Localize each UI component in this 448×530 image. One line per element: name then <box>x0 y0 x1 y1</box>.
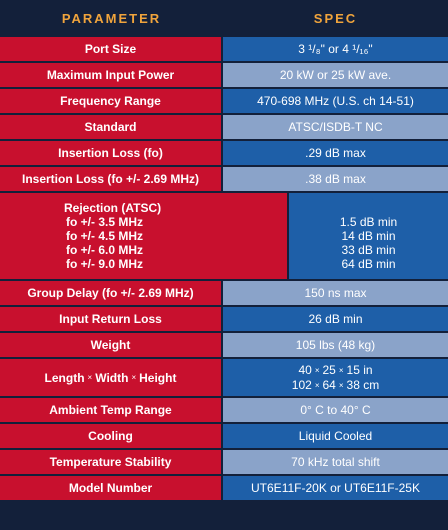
param-cell: Weight <box>0 333 221 357</box>
param-cell <box>0 193 287 279</box>
table-row-rejection <box>0 193 448 279</box>
table-row-dimensions <box>0 359 448 396</box>
table-row <box>0 37 448 61</box>
spec-line <box>292 378 379 393</box>
param-cell: Insertion Loss (fo +/- 2.69 MHz) <box>0 167 221 191</box>
param-cell: Frequency Range <box>0 89 221 113</box>
spec-cell: 105 lbs (48 kg) <box>223 333 448 357</box>
spec-cell: 150 ns max <box>223 281 448 305</box>
dim-value: 25 <box>322 362 336 377</box>
dim-value: 15 in <box>346 362 373 377</box>
param-cell: Standard <box>0 115 221 139</box>
table-row <box>0 476 448 500</box>
param-cell: Temperature Stability <box>0 450 221 474</box>
table-row <box>0 307 448 331</box>
spec-cell: 20 kW or 25 kW ave. <box>223 63 448 87</box>
spec-cell: .38 dB max <box>223 167 448 191</box>
param-cell: Cooling <box>0 424 221 448</box>
table-row <box>0 333 448 357</box>
table-row <box>0 398 448 422</box>
spec-cell: Liquid Cooled <box>223 424 448 448</box>
table-row <box>0 281 448 305</box>
param-part: Length <box>44 370 85 385</box>
param-part: Width <box>95 370 129 385</box>
spec-line: 14 dB min <box>341 229 396 243</box>
param-line: fo +/- 9.0 MHz <box>66 257 144 271</box>
table-body <box>0 37 448 530</box>
param-cell: Input Return Loss <box>0 307 221 331</box>
spec-cell: .29 dB max <box>223 141 448 165</box>
header-parameter: PARAMETER <box>61 11 162 26</box>
param-line: fo +/- 3.5 MHz <box>66 215 144 229</box>
spec-cell <box>223 359 448 396</box>
times-symbol: × <box>314 365 320 375</box>
spec-line <box>298 363 372 378</box>
param-line: fo +/- 6.0 MHz <box>66 243 144 257</box>
dim-value: 38 cm <box>346 377 380 392</box>
spec-cell: UT6E11F-20K or UT6E11F-25K <box>223 476 448 500</box>
spec-line: 64 dB min <box>341 257 396 271</box>
param-cell: Group Delay (fo +/- 2.69 MHz) <box>0 281 221 305</box>
param-part: Height <box>139 370 177 385</box>
table-row <box>0 115 448 139</box>
param-cell: Model Number <box>0 476 221 500</box>
table-row <box>0 424 448 448</box>
times-symbol: × <box>87 373 93 382</box>
spec-cell: 26 dB min <box>223 307 448 331</box>
table-row <box>0 141 448 165</box>
table-row <box>0 63 448 87</box>
header-spec: SPEC <box>313 11 358 26</box>
param-line: fo +/- 4.5 MHz <box>66 229 144 243</box>
dim-value: 40 <box>298 362 312 377</box>
spec-cell: 70 kHz total shift <box>223 450 448 474</box>
param-cell: Maximum Input Power <box>0 63 221 87</box>
times-symbol: × <box>338 380 344 390</box>
param-cell: Insertion Loss (fo) <box>0 141 221 165</box>
times-symbol: × <box>131 373 137 382</box>
table-row <box>0 89 448 113</box>
times-symbol: × <box>314 380 320 390</box>
param-cell <box>0 359 221 396</box>
spec-cell <box>289 193 448 279</box>
table-header <box>0 0 448 37</box>
param-line: Rejection (ATSC) <box>64 201 162 215</box>
spec-cell: 470-698 MHz (U.S. ch 14-51) <box>223 89 448 113</box>
spec-cell: ATSC/ISDB-T NC <box>223 115 448 139</box>
spec-line: 33 dB min <box>341 243 396 257</box>
param-cell: Port Size <box>0 37 221 61</box>
spec-cell: 0° C to 40° C <box>223 398 448 422</box>
dim-value: 102 <box>291 377 312 392</box>
table-row <box>0 167 448 191</box>
spec-cell: 3 ¹/₈" or 4 ¹/₁₆" <box>223 37 448 61</box>
dim-value: 64 <box>322 377 336 392</box>
times-symbol: × <box>338 365 344 375</box>
spec-line: 1.5 dB min <box>339 215 398 229</box>
param-cell: Ambient Temp Range <box>0 398 221 422</box>
table-row <box>0 450 448 474</box>
